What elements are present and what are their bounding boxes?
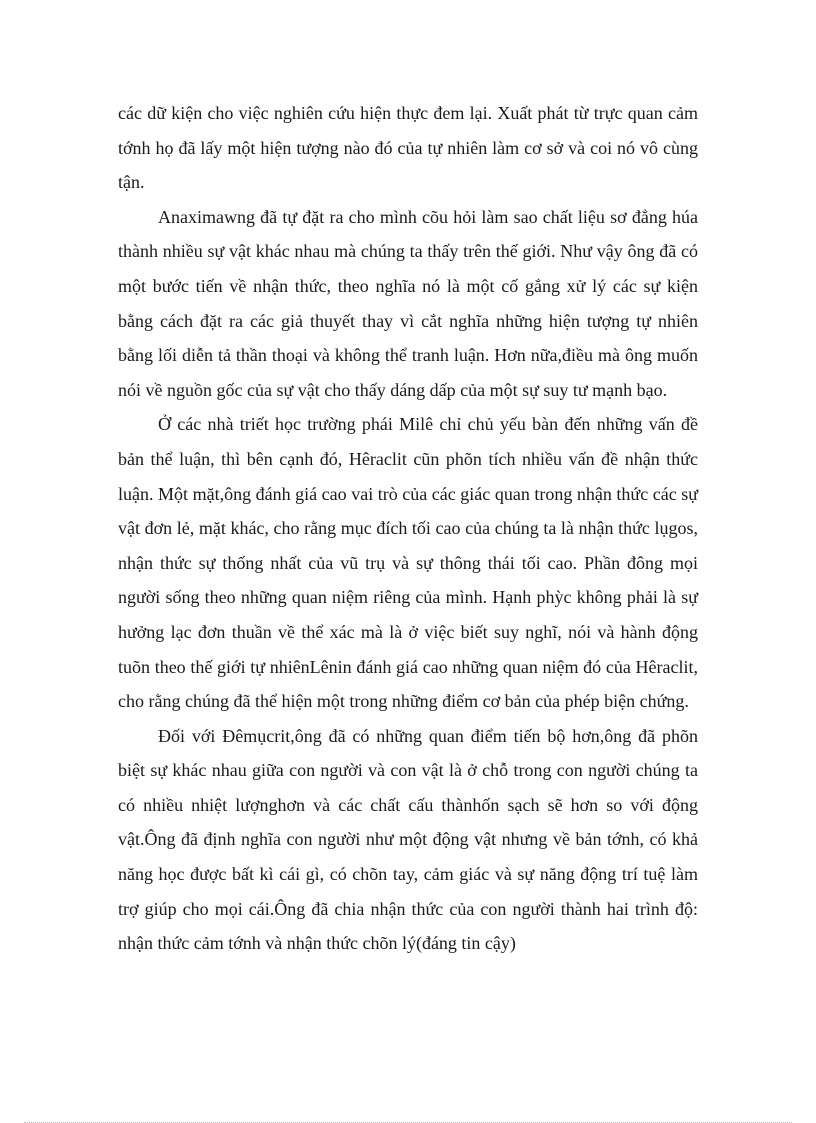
paragraph-4: Đối với Đêmụcrit,ông đã có những quan điểm tiến bộ hơn,ông đã phõn biệt sự khác nhau giữa con người và con vật là ở chỗ trong con người chúng ta có nhiều nhiệt lượnghơn và các chất cấu thànhốn sạch sẽ hơn so với động vật.Ông đã định nghĩa con người như một động vật nhưng về bản tớnh, có khả năng học được bất kì cái gì, có chõn tay, cảm giác và sự năng động trí tuệ làm trợ giúp cho mọi cái.Ông đã chia nhận thức của con người thành hai trình độ: nhận thức cảm tớnh và nhận thức chõn lý(đáng tin cậy) xyxy=(118,725,698,954)
paragraph-2: Anaximawng đã tự đặt ra cho mình cõu hỏi làm sao chất liệu sơ đẳng húa thành nhiều sự vật khác nhau mà chúng ta thấy trên thế giới. Như vậy ông đã có một bước tiến về nhận thức, theo nghĩa nó là một cố gắng xử lý các sự kiện bằng cách đặt ra các giả thuyết thay vì cắt nghĩa những hiện tượng tự nhiên bằng lối diễn tả thần thoại và không thể tranh luận. Hơn nữa,điều mà ông muốn nói về nguồn gốc của sự vật cho thấy dáng dấp của một sự suy tư mạnh bạo. xyxy=(118,206,698,400)
paragraph-3: Ở các nhà triết học trường phái Milê chỉ chủ yếu bàn đến những vấn đề bản thể luận, thì bên cạnh đó, Hêraclit cũn phõn tích nhiều vấn đề nhận thức luận. Một mặt,ông đánh giá cao vai trò của các giác quan trong nhận thức các sự vật đơn lẻ, mặt khác, cho rằng mục đích tối cao của chúng ta là nhận thức lụgos, nhận thức sự thống nhất của vũ trụ và sự thông thái tối cao. Phần đông mọi người sống theo những quan niệm riêng của mình. Hạnh phỳc không phải là sự hưởng lạc đơn thuần về thể xác mà là ở việc biết suy nghĩ, nói và hành động tuõn theo thế giới tự nhiênLênin đánh giá cao những quan niệm đó của Hêraclit, cho rằng chúng đã thể hiện một trong những điểm cơ bản của phép biện chứng. xyxy=(118,414,698,712)
body-text xyxy=(118,96,698,961)
paragraph-1: các dữ kiện cho việc nghiên cứu hiện thực đem lại. Xuất phát từ trực quan cảm tớnh họ đã lấy một hiện tượng nào đó của tự nhiên làm cơ sở và coi nó vô cùng tận. xyxy=(118,103,698,193)
